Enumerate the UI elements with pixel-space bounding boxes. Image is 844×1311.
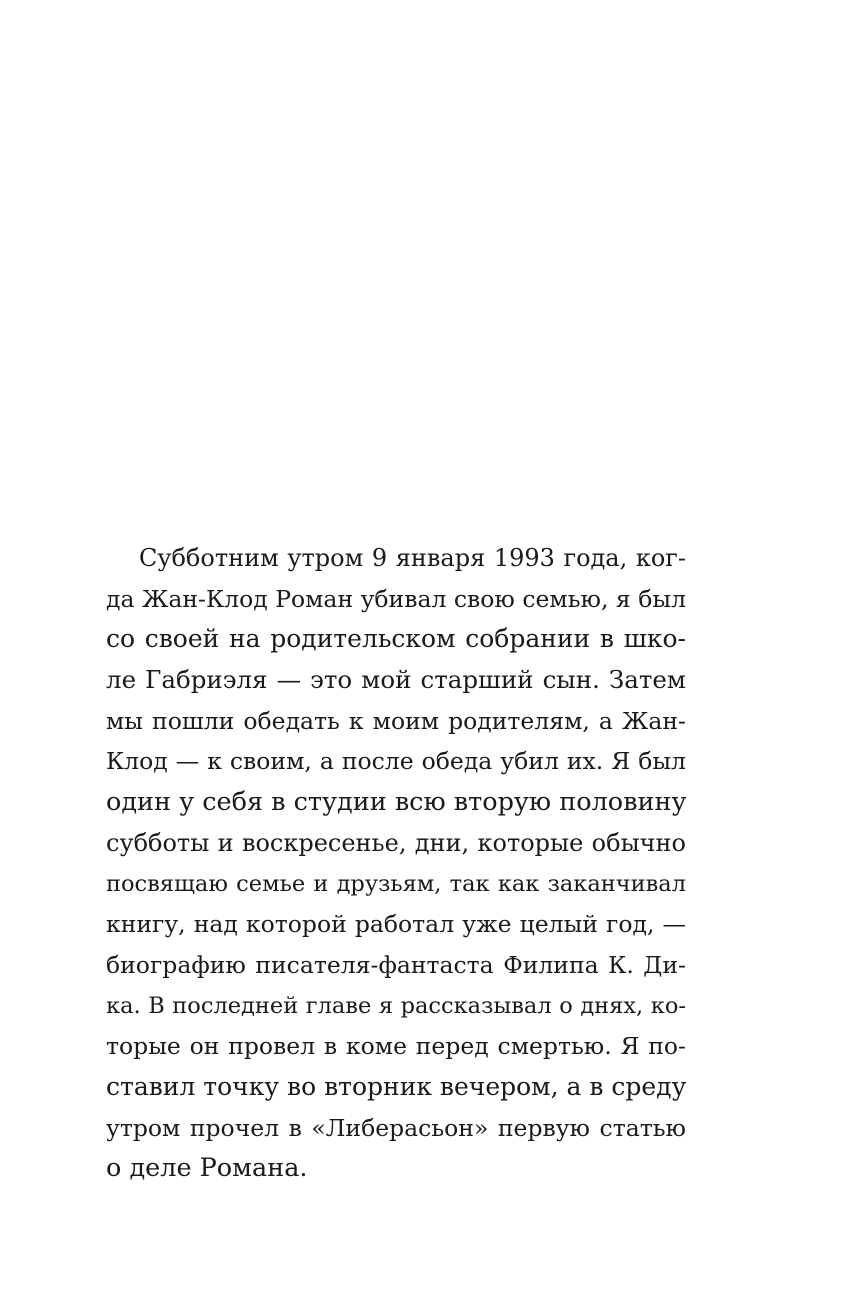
paragraph-line-7: один у себя в студии всю вторую половину [106, 787, 687, 818]
paragraph-line-15: утром прочел в «Либерасьон» первую статью [106, 1113, 686, 1142]
paragraph-line-5: мы пошли обедать к моим родителям, а Жан- [106, 706, 686, 735]
paragraph-line-8: субботы и воскресенье, дни, которые обычно [106, 828, 686, 857]
body-paragraph [106, 538, 686, 1189]
paragraph-line-10: книгу, над которой работал уже целый год, — [106, 910, 686, 939]
paragraph-line-12: ка. В последней главе я рассказывал о днях, ко- [106, 992, 686, 1019]
paragraph-line-3: со своей на родительском собрании в шко- [106, 624, 686, 654]
paragraph-line-14: ставил точку во вторник вечером, а в среду [106, 1071, 687, 1101]
paragraph-line-16: о деле Романа. [106, 1153, 308, 1184]
paragraph-line-9: посвящаю семье и друзьям, так как заканчивал [106, 870, 686, 897]
paragraph-line-13: торые он провел в коме перед смертью. Я по- [106, 1032, 686, 1061]
paragraph-line-4: ле Габриэля — это мой старший сын. Затем [106, 665, 686, 695]
paragraph-line-11: биографию писателя-фантаста Филипа К. Ди- [106, 950, 686, 979]
paragraph-line-6: Клод — к своим, а после обеда убил их. Я был [106, 747, 686, 776]
paragraph-line-1: Субботним утром 9 января 1993 года, ког- [139, 544, 686, 572]
paragraph-line-2: да Жан-Клод Роман убивал свою семью, я был [106, 584, 686, 613]
